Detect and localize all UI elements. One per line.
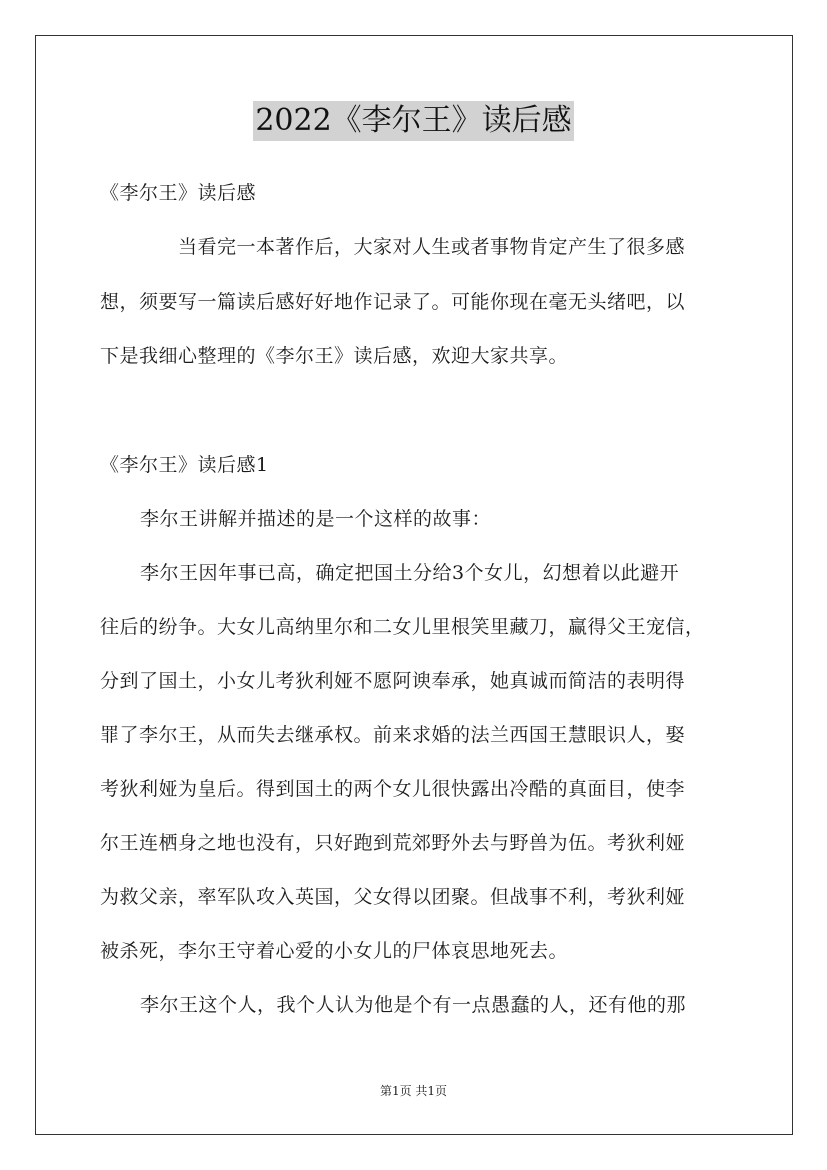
text-line: 《李尔王》读后感1 <box>100 454 269 476</box>
text-line: 下是我细心整理的《李尔王》读后感，欢迎大家共享。 <box>100 345 569 367</box>
text-line: 李尔王因年事已高，确定把国土分给3个女儿，幻想着以此避开 <box>140 562 680 584</box>
text-line: 想，须要写一篇读后感好好地作记录了。可能你现在毫无头绪吧，以 <box>100 291 686 313</box>
text-line: 往后的纷争。大女儿高纳里尔和二女儿里根笑里藏刀，赢得父王宠信， <box>100 616 705 638</box>
text-line: 当看完一本著作后，大家对人生或者事物肯定产生了很多感 <box>178 236 686 258</box>
text-line: 罪了李尔王，从而失去继承权。前来求婚的法兰西国王慧眼识人，娶 <box>100 724 686 746</box>
text-line: 分到了国土，小女儿考狄利娅不愿阿谀奉承，她真诚而简洁的表明得 <box>100 670 686 692</box>
text-line: 为救父亲，率军队攻入英国，父女得以团聚。但战事不利，考狄利娅 <box>100 886 686 908</box>
page-footer: 第1页 共1页 <box>379 1084 448 1098</box>
text-line: 李尔王这个人，我个人认为他是个有一点愚蠢的人，还有他的那 <box>140 994 687 1016</box>
text-line: 李尔王讲解并描述的是一个这样的故事： <box>140 508 492 530</box>
text-line: 考狄利娅为皇后。得到国土的两个女儿很快露出冷酷的真面目，使李 <box>100 778 686 800</box>
text-line: 被杀死，李尔王守着心爱的小女儿的尸体哀思地死去。 <box>100 940 569 962</box>
document-title: 2022《李尔王》读后感 <box>253 101 573 141</box>
text-line: 尔王连栖身之地也没有，只好跑到荒郊野外去与野兽为伍。考狄利娅 <box>100 832 686 854</box>
text-line: 《李尔王》读后感 <box>100 182 257 204</box>
title-container <box>0 101 827 141</box>
